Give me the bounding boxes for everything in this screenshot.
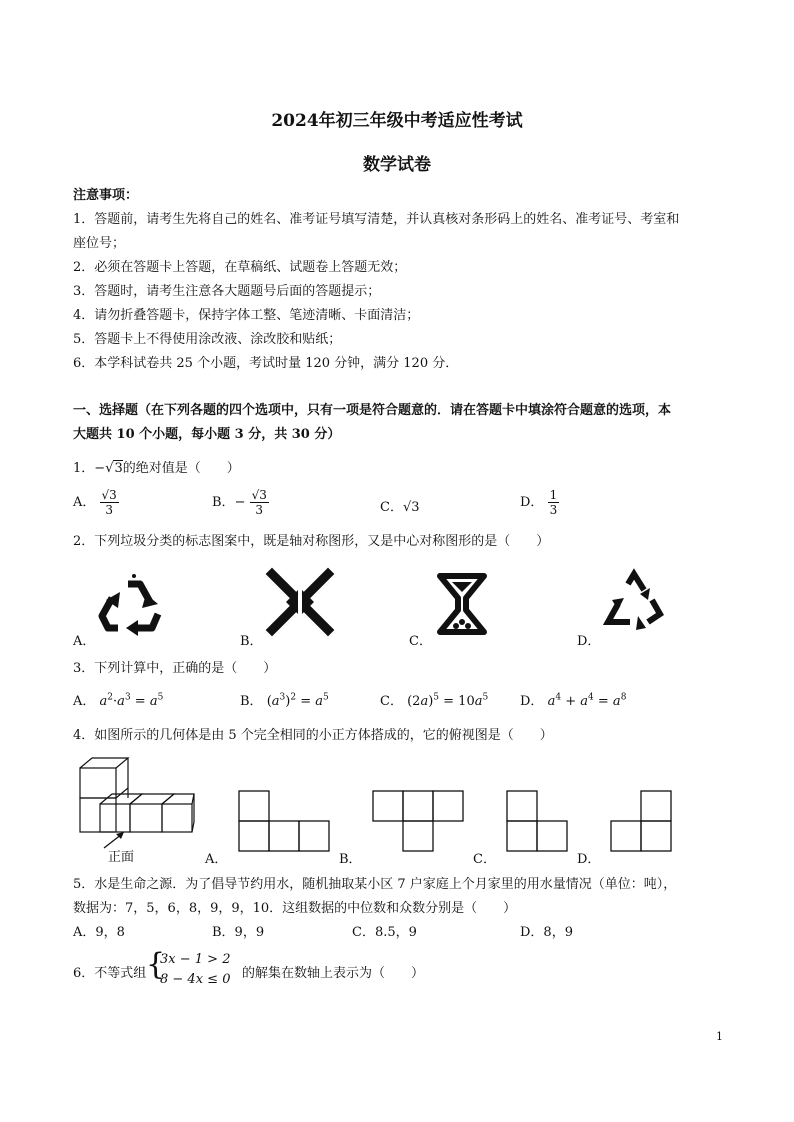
- notice-item: 2．必须在答题卡上答题，在草稿纸、试题卷上答题无效；: [73, 260, 407, 275]
- triangle-recycle-icon: [604, 570, 664, 636]
- q2-label-d: D．: [577, 634, 601, 649]
- q1-option-b: B．− $\frac{√3}{3}$: [212, 488, 267, 517]
- q5-option-b: B．9，9: [212, 925, 265, 940]
- notice-item: 3．答题时，请考生注意各大题题号后面的答题提示；: [73, 284, 381, 299]
- question-5-stem: 5．水是生命之源．为了倡导节约用水，随机抽取某小区 7 户家庭上个月家里的用水量情况（单位：吨），: [73, 877, 677, 892]
- top-view-option-a: [238, 790, 330, 852]
- top-view-option-d: [610, 790, 672, 852]
- q3-option-c: C． $(2a)^5 = 10a^5$: [380, 692, 489, 709]
- recycle-symbol-icon: [100, 570, 170, 638]
- q4-label-a: A．: [205, 852, 228, 867]
- q2-label-c: C．: [409, 634, 432, 649]
- question-2-stem: 2．下列垃圾分类的标志图案中，既是轴对称图形，又是中心对称图形的是（ ）: [73, 534, 550, 549]
- question-4-stem: 4．如图所示的几何体是由 5 个完全相同的小正方体搭成的，它的俯视图是（ ）: [73, 728, 553, 743]
- question-1-stem: 1．−√3的绝对值是（ ）: [73, 461, 240, 476]
- q4-label-d: D．: [577, 852, 601, 867]
- notice-item: 4．请勿折叠答题卡，保持字体工整、笔迹清晰、卡面清洁；: [73, 308, 420, 323]
- q5-option-a: A．9，8: [73, 925, 125, 940]
- q1-option-a: A． $\frac{√3}{3}$: [73, 488, 117, 517]
- top-view-option-c: [506, 790, 568, 852]
- exam-subtitle: 数学试卷: [363, 155, 431, 175]
- question-6-stem: 的解集在数轴上表示为（ ）: [242, 966, 425, 981]
- notice-item: 座位号；: [73, 236, 126, 251]
- inward-arrows-icon: [268, 570, 332, 634]
- q4-label-c: C．: [473, 852, 496, 867]
- question-5-stem: 数据为：7，5，6，8，9，9，10．这组数据的中位数和众数分别是（ ）: [73, 901, 517, 916]
- q5-option-d: D．8，9: [520, 925, 573, 940]
- q1-option-c: C．√3: [380, 500, 420, 515]
- q4-label-b: B．: [339, 852, 362, 867]
- section-heading: 一、选择题（在下列各题的四个选项中，只有一项是符合题意的．请在答题卡中填涂符合题意的选项，本: [73, 403, 672, 418]
- q2-label-b: B．: [240, 634, 263, 649]
- section-heading: 大题共 10 个小题，每小题 3 分，共 30 分）: [73, 427, 341, 442]
- inequality-1: 3x − 1 > 2: [160, 952, 231, 967]
- question-3-stem: 3．下列计算中，正确的是（ ）: [73, 661, 277, 676]
- inequality-2: 8 − 4x ≤ 0: [160, 972, 231, 987]
- q1-option-d: D． $\frac{1}{3}$: [520, 488, 558, 517]
- q3-option-a: A． $a^2\cdot a^3 = a^5$: [73, 692, 164, 709]
- q5-option-c: C．8.5，9: [352, 925, 417, 940]
- notice-item: 6．本学科试卷共 25 个小题，考试时量 120 分钟，满分 120 分．: [73, 356, 459, 371]
- notice-heading: 注意事项：: [73, 188, 139, 203]
- q2-label-a: A．: [73, 634, 96, 649]
- q3-option-d: D． $a^4 + a^4 = a^8$: [520, 692, 627, 709]
- notice-item: 5．答题卡上不得使用涂改液、涂改胶和贴纸；: [73, 332, 342, 347]
- q3-option-b: B． $(a^3)^2 = a^5$: [240, 692, 329, 709]
- front-view-label: 正面: [108, 850, 135, 865]
- hourglass-icon: [436, 572, 488, 636]
- notice-item: 1．答题前，请考生先将自己的姓名、准考证号填写清楚，并认真核对条形码上的姓名、准考证号、考室和: [73, 212, 680, 227]
- system-brace: {: [146, 947, 166, 982]
- cube-solid-figure: [78, 756, 198, 840]
- exam-title: 2024年初三年级中考适应性考试: [271, 111, 523, 131]
- page-number: 1: [716, 1030, 723, 1043]
- top-view-option-b: [372, 790, 464, 852]
- question-6-lead: 6．不等式组: [73, 966, 147, 981]
